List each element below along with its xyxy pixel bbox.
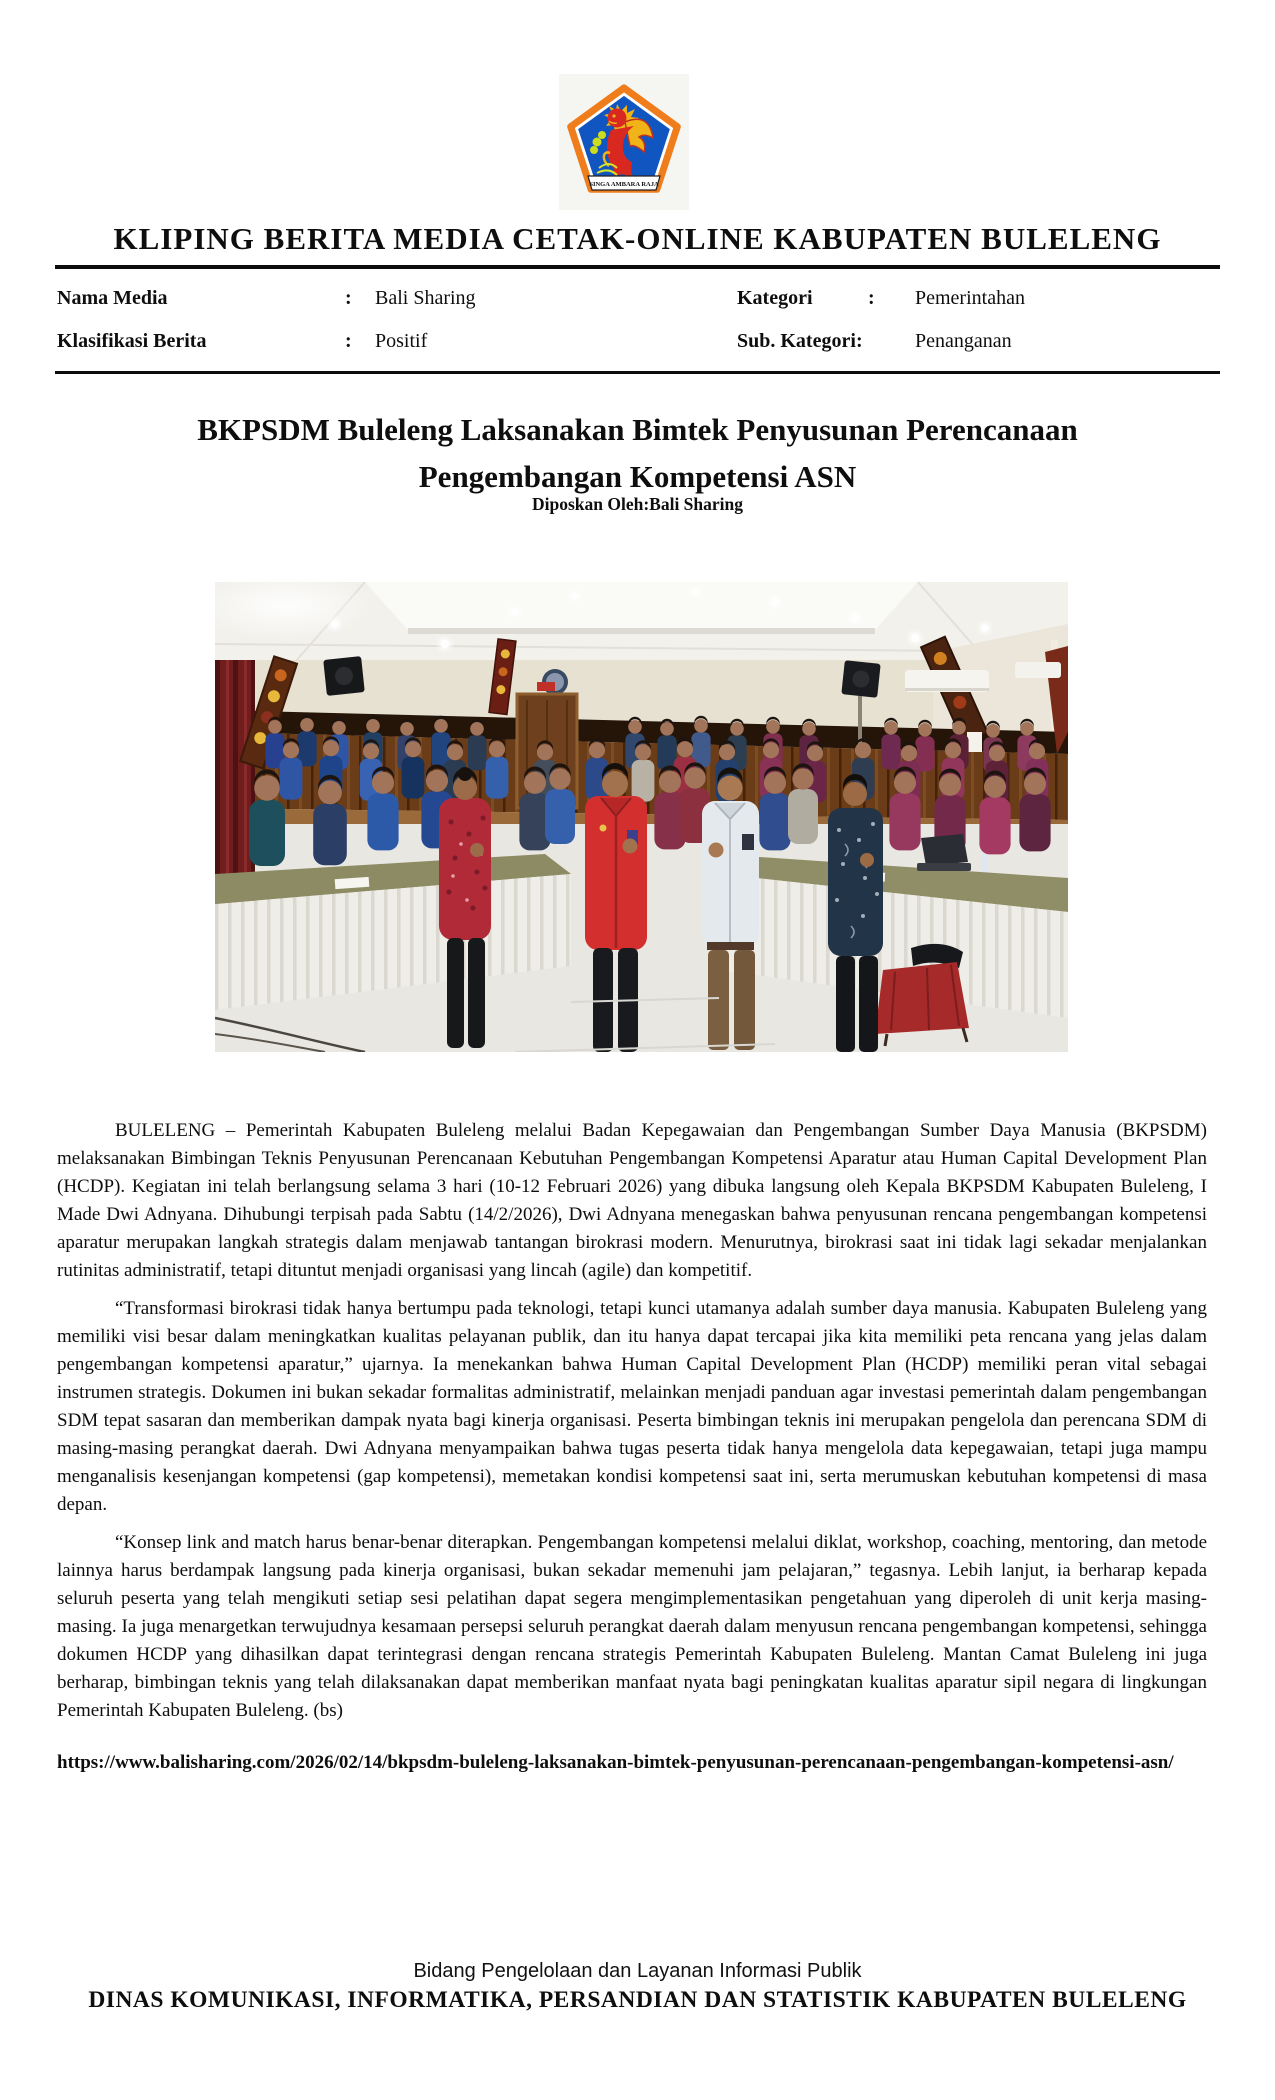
document-header-title: KLIPING BERITA MEDIA CETAK-ONLINE KABUPATEN BULELENG [113,221,1162,256]
nama-media-colon: : [345,287,352,309]
singa-ambara-raja-emblem-icon [559,74,689,210]
paragraph-2: “Transformasi birokrasi tidak hanya bertumpu pada teknologi, tetapi kunci utamanya adalah sumber daya manusia. Kabupaten Buleleng yang memiliki visi besar dalam meningkatkan kualitas pelayanan publik, dan itu hanya dapat tercapai jika kita memiliki peta rencana yang jelas dalam pengembangan kompetensi aparatur,” ujarnya. Ia menekankan bahwa Human Capital Development Plan (HCDP) memiliki peran vital sebagai instrumen strategis. Dokumen ini bukan sekadar formalitas administratif, melainkan menjadi panduan agar investasi pemerintah dalam pengembangan SDM tepat sasaran dan memberikan dampak nyata bagi kinerja organisasi. Peserta bimbingan teknis ini merupakan pengelola dan perencana SDM di masing-masing perangkat daerah. Dwi Adnyana menyampaikan bahwa tugas peserta tidak hanya mengelola data kepegawaian, tetapi juga mampu menganalisis kesenjangan kompetensi (gap kompetensi), memetakan kondisi kompetensi saat ini, serta merumuskan kebutuhan kompetensi di masa depan. [57,1298,1207,1515]
id-badge [742,834,754,850]
speaker-right [841,660,880,698]
footer-division-name: Bidang Pengelolaan dan Layanan Informasi Publik [413,1960,862,1982]
exit-sign [537,682,555,691]
laptop-icon [921,834,968,866]
article-source-url: https://www.balisharing.com/2026/02/14/bkpsdm-buleleng-laksanakan-bimtek-penyusunan-perencanaan-pengembangan-kompetensi-asn/ [57,1752,1174,1773]
air-conditioner-small-icon [1015,662,1061,678]
paragraph-1: BULELENG – Pemerintah Kabupaten Buleleng melalui Badan Kepegawaian dan Pengembangan Sumber Daya Manusia (BKPSDM) melaksanakan Bimbingan Teknis Penyusunan Perencanaan Kebutuhan Pengembangan Kompetensi Aparatur atau Human Capital Development Plan (HCDP). Kegiatan ini telah berlangsung selama 3 hari (10-12 Februari 2026) yang dibuka langsung oleh Kepala BKPSDM Kabupaten Buleleng, I Made Dwi Adnyana. Dihubungi terpisah pada Sabtu (14/2/2026), Dwi Adnyana menegaskan bahwa penyusunan rencana pengembangan kompetensi aparatur merupakan langkah strategis dalam menjawab tantangan birokrasi modern. Menurutnya, birokrasi saat ini tidak lagi sekadar menjalankan rutinitas administratif, tetapi dituntut menjadi organisasi yang lincah (agile) dan kompetitif. [57,1120,1207,1281]
article-body [57,1117,1207,1735]
buleleng-regency-logo [559,74,689,210]
article-photo [215,582,1068,1052]
logo-banner-text: SINGA AMBARA RAJA [589,181,659,188]
header-divider-top [55,265,1220,269]
klasifikasi-berita-value: Positif [375,330,428,352]
header-divider-bottom [55,371,1220,374]
nama-media-value: Bali Sharing [375,287,476,309]
meeting-room-group-photo [215,582,1068,1052]
footer-agency-name: DINAS KOMUNIKASI, INFORMATIKA, PERSANDIAN DAN STATISTIK KABUPATEN BULELENG [88,1987,1187,2013]
water-bottle-icon [981,854,988,872]
sub-kategori-value: Penanganan [915,330,1012,352]
article-title [0,406,1275,500]
kategori-value: Pemerintahan [915,287,1025,309]
sub-kategori-colon: : [856,330,863,352]
paragraph-3: “Konsep link and match harus benar-benar diterapkan. Pengembangan kompetensi melalui diklat, workshop, coaching, mentoring, dan metode lainnya harus berdampak langsung pada kinerja organisasi, bukan sekadar memenuhi jam pelajaran,” tegasnya. Lebih lanjut, ia berharap kepada seluruh peserta yang telah mengikuti setiap sesi pelatihan dapat segera mengimplementasikan pengetahuan yang diperoleh di unit kerja masing-masing. Ia juga menargetkan terwujudnya kesamaan persepsi seluruh perangkat daerah dalam menyusun rencana pengembangan kompetensi, sehingga dokumen HCDP yang dihasilkan dapat terintegrasi dengan rencana strategis Pemerintah Kabupaten Buleleng. Mantan Camat Buleleng ini juga berharap, bimbingan teknis yang telah dilaksanakan dapat memberikan manfaat nyata bagi peningkatan kualitas aparatur sipil negara di lingkungan Pemerintah Kabupaten Buleleng. (bs) [57,1532,1207,1721]
nama-media-label: Nama Media [57,287,168,309]
klasifikasi-berita-label: Klasifikasi Berita [57,330,207,352]
sub-kategori-label: Sub. Kategori [737,330,856,352]
speaker-left [323,656,365,696]
article-byline: Diposkan Oleh:Bali Sharing [531,494,744,514]
kategori-colon: : [868,287,875,309]
kategori-label: Kategori [737,287,813,309]
article-title-line1: BKPSDM Buleleng Laksanakan Bimtek Penyusunan Perencanaan [197,412,1078,447]
wall-notice [967,732,982,752]
article-title-line2: Pengembangan Kompetensi ASN [418,459,857,494]
klasifikasi-berita-colon: : [345,330,352,352]
